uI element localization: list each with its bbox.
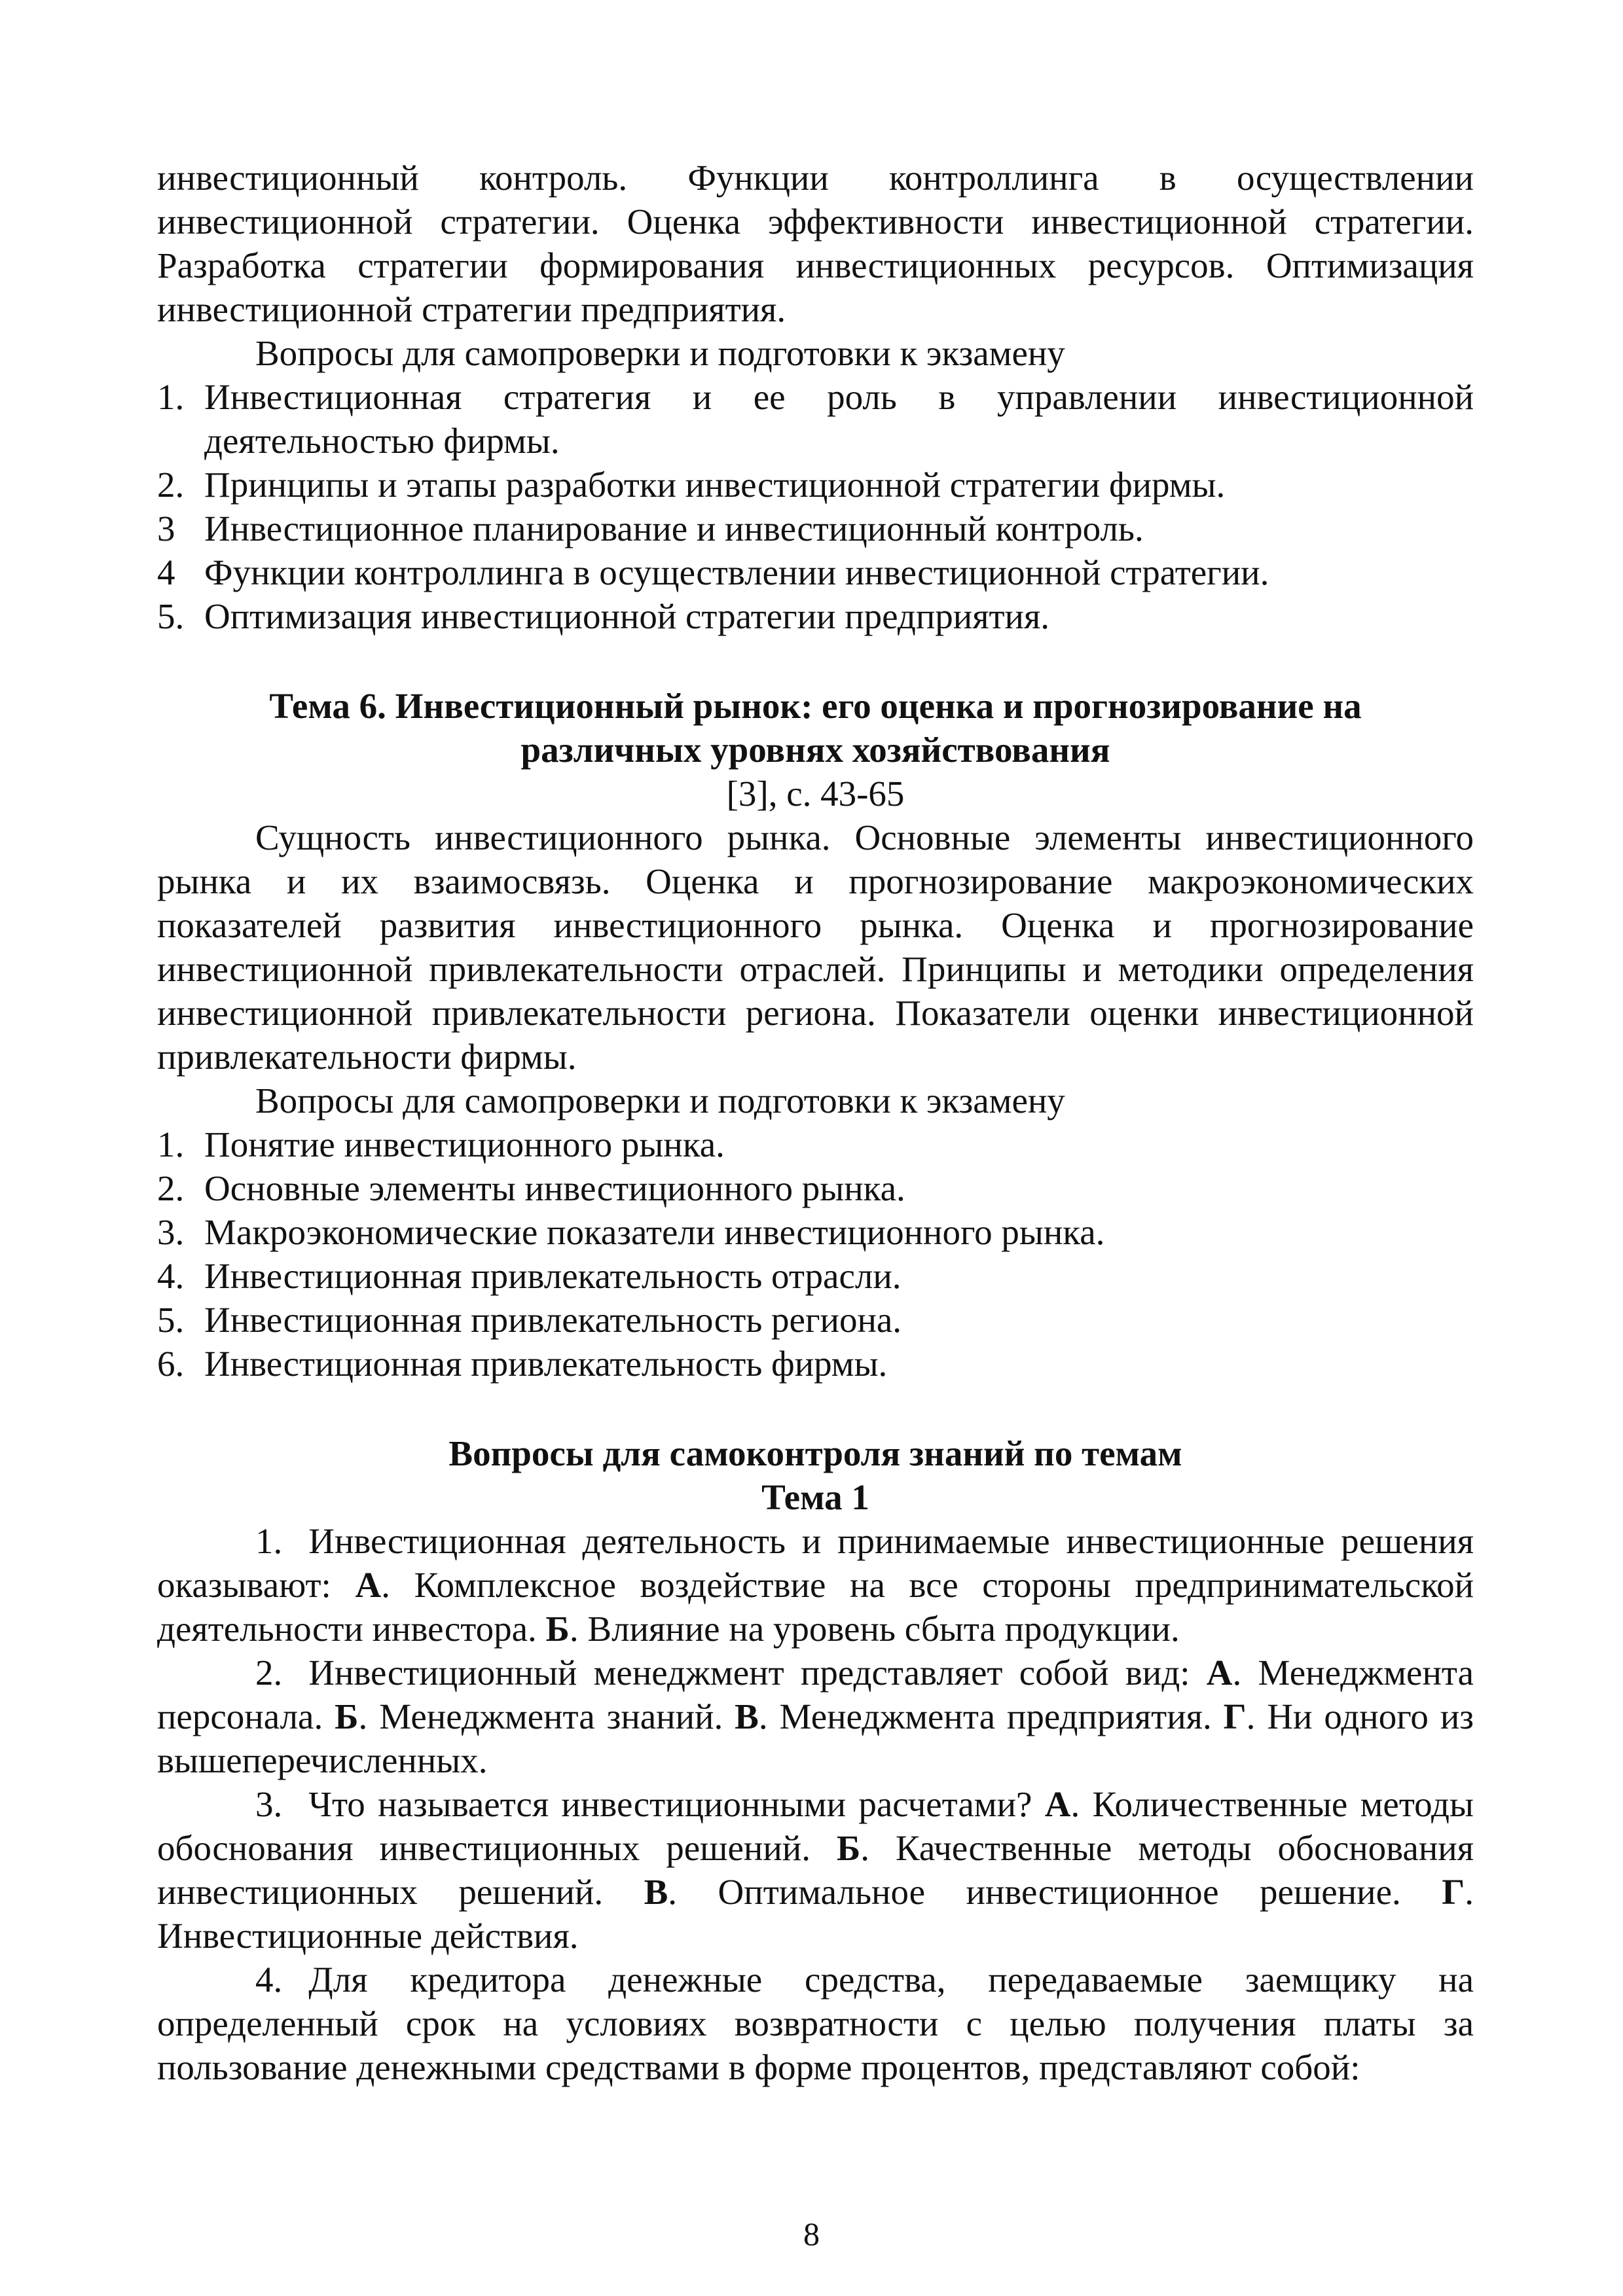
list-item-text: Оптимизация инвестиционной стратегии предприятия. bbox=[204, 596, 1050, 636]
option-label: А bbox=[355, 1565, 382, 1605]
question-number: 3. bbox=[255, 1784, 283, 1824]
section5-questions-heading: Вопросы для самопроверки и подготовки к экзамену bbox=[255, 333, 1065, 373]
option-label: В bbox=[644, 1872, 668, 1912]
list-item bbox=[157, 1210, 1474, 1254]
list-item bbox=[157, 594, 1474, 638]
list-item-number: 3. bbox=[157, 1212, 185, 1252]
topic6-title-line1: Тема 6. Инвестиционный рынок: его оценка и прогнозирование на bbox=[269, 686, 1362, 726]
question-text: Инвестиционный менеджмент представляет собой вид: bbox=[308, 1653, 1190, 1693]
list-item-number: 4. bbox=[157, 1256, 185, 1296]
topic6-questions-list bbox=[157, 1122, 1474, 1386]
list-item-number: 1. bbox=[157, 1124, 185, 1164]
option-label: В bbox=[735, 1696, 759, 1736]
option-text: . Менеджмента персонала. bbox=[157, 1653, 1474, 1736]
question-text: Инвестиционная деятельность и принимаемые инвестиционные решения оказывают: bbox=[157, 1521, 1474, 1605]
list-item-text: Понятие инвестиционного рынка. bbox=[204, 1124, 725, 1164]
intro-paragraph: инвестиционный контроль. Функции контроллинга в осуществлении инвестиционной стратегии. Оценка эффективности инвестиционной стратегии. Разработка стратегии формирования инвестиционных ресурсов. Оптимизация инвестиционной стратегии предприятия. bbox=[157, 158, 1474, 329]
question-2 bbox=[157, 1651, 1474, 1782]
question-number: 4. bbox=[255, 1960, 283, 2000]
topic6-questions-heading: Вопросы для самопроверки и подготовки к экзамену bbox=[255, 1081, 1065, 1121]
list-item-text: Основные элементы инвестиционного рынка. bbox=[204, 1168, 905, 1208]
list-item-text: Принципы и этапы разработки инвестиционной стратегии фирмы. bbox=[204, 465, 1226, 505]
list-item-text: Инвестиционная привлекательность отрасли. bbox=[204, 1256, 902, 1296]
list-item-number: 2. bbox=[157, 465, 185, 505]
section-gap bbox=[157, 1386, 1474, 1431]
list-item-number: 6. bbox=[157, 1344, 185, 1384]
list-item-number: 4 bbox=[157, 552, 175, 592]
option-label: А bbox=[1206, 1653, 1233, 1693]
option-text: . Ни одного из вышеперечисленных. bbox=[157, 1696, 1474, 1780]
option-label: А bbox=[1044, 1784, 1071, 1824]
list-item-number: 5. bbox=[157, 1300, 185, 1340]
selfcontrol-subtitle: Тема 1 bbox=[761, 1477, 869, 1517]
question-number: 2. bbox=[255, 1653, 283, 1693]
option-label: Б bbox=[335, 1696, 359, 1736]
option-text: . Качественные методы обоснования инвестиционных решений. bbox=[157, 1828, 1474, 1912]
question-text: Для кредитора денежные средства, передаваемые заемщику на определенный срок на условиях возвратности с целью получения платы за пользование денежными средствами в форме процентов, представляют собой: bbox=[157, 1960, 1474, 2087]
list-item-number: 1. bbox=[157, 377, 185, 417]
option-label: Б bbox=[836, 1828, 861, 1868]
list-item-text: Функции контроллинга в осуществлении инвестиционной стратегии. bbox=[204, 552, 1269, 592]
topic6-reference: [3], с. 43-65 bbox=[726, 774, 905, 814]
section5-questions-list bbox=[157, 375, 1474, 638]
option-label: Б bbox=[545, 1609, 570, 1649]
list-item bbox=[157, 463, 1474, 507]
option-text: . Влияние на уровень сбыта продукции. bbox=[569, 1609, 1180, 1649]
option-label: Г bbox=[1223, 1696, 1247, 1736]
page-number: 8 bbox=[803, 2215, 820, 2252]
option-text: . Количественные методы обоснования инвестиционных решений. bbox=[157, 1784, 1474, 1868]
option-text: . Инвестиционные действия. bbox=[157, 1872, 1474, 1956]
list-item bbox=[157, 1254, 1474, 1298]
question-1 bbox=[157, 1519, 1474, 1651]
selfcontrol-title: Вопросы для самоконтроля знаний по темам bbox=[448, 1433, 1182, 1473]
option-label: Г bbox=[1442, 1872, 1465, 1912]
topic6-paragraph: Сущность инвестиционного рынка. Основные элементы инвестиционного рынка и их взаимосвязь. Оценка и прогнозирование макроэкономических показателей развития инвестиционного рынка. Оценка и прогнозирование инвестиционной привлекательности отраслей. Принципы и методики определения инвестиционной привлекательности региона. Показатели оценки инвестиционной привлекательности фирмы. bbox=[157, 817, 1474, 1077]
list-item bbox=[157, 1298, 1474, 1342]
list-item bbox=[157, 375, 1474, 463]
list-item-number: 5. bbox=[157, 596, 185, 636]
question-number: 1. bbox=[255, 1521, 283, 1561]
list-item bbox=[157, 550, 1474, 594]
list-item bbox=[157, 1166, 1474, 1210]
list-item-number: 2. bbox=[157, 1168, 185, 1208]
list-item-number: 3 bbox=[157, 509, 175, 548]
list-item-text: Макроэкономические показатели инвестиционного рынка. bbox=[204, 1212, 1105, 1252]
list-item bbox=[157, 1122, 1474, 1166]
list-item bbox=[157, 1342, 1474, 1386]
option-text: . Менеджмента знаний. bbox=[358, 1696, 723, 1736]
list-item-text: Инвестиционная стратегия и ее роль в управлении инвестиционной деятельностью фирмы. bbox=[204, 377, 1474, 461]
option-text: . Оптимальное инвестиционное решение. bbox=[668, 1872, 1401, 1912]
option-text: . Менеджмента предприятия. bbox=[758, 1696, 1212, 1736]
question-4 bbox=[157, 1958, 1474, 2089]
list-item-text: Инвестиционная привлекательность фирмы. bbox=[204, 1344, 888, 1384]
list-item bbox=[157, 507, 1474, 550]
question-text: Что называется инвестиционными расчетами? bbox=[308, 1784, 1032, 1824]
section-gap bbox=[157, 638, 1474, 684]
question-3 bbox=[157, 1782, 1474, 1958]
list-item-text: Инвестиционное планирование и инвестиционный контроль. bbox=[204, 509, 1144, 548]
topic6-title-line2: различных уровнях хозяйствования bbox=[520, 730, 1110, 770]
list-item-text: Инвестиционная привлекательность региона. bbox=[204, 1300, 902, 1340]
option-text: . Комплексное воздействие на все стороны предпринимательской деятельности инвестора. bbox=[157, 1565, 1474, 1649]
